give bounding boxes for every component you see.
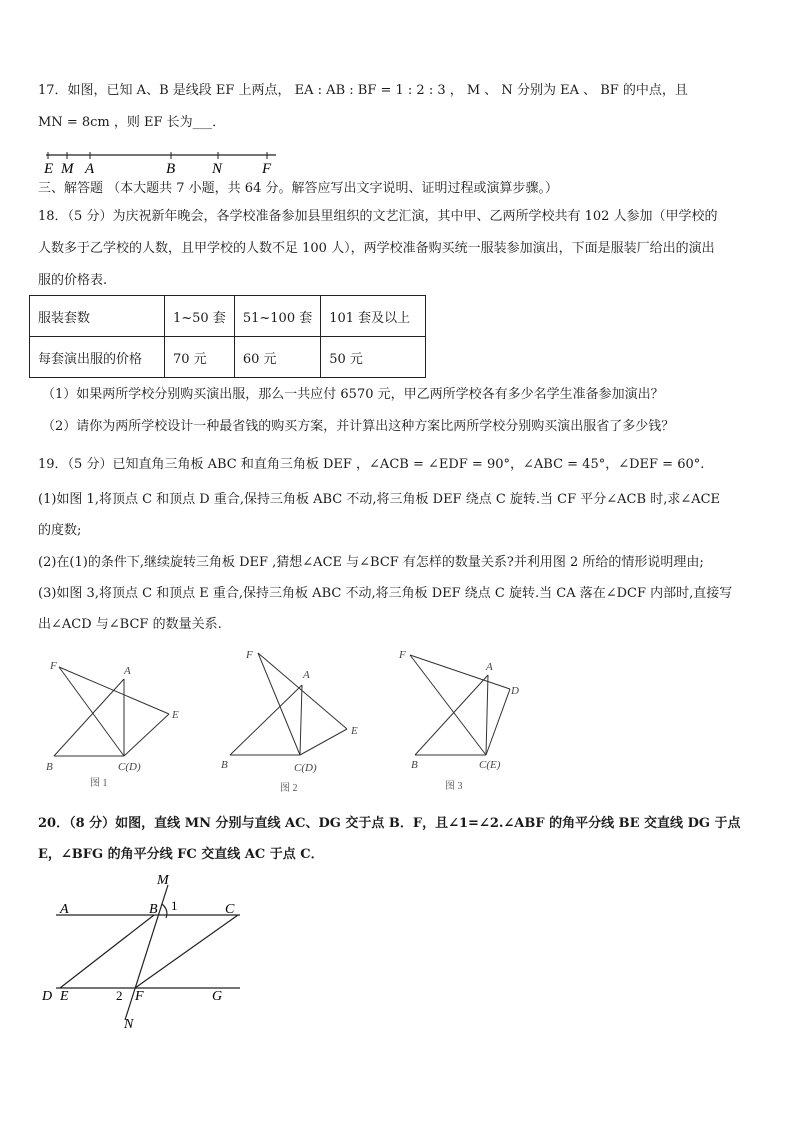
q20-label-C: C <box>225 902 235 917</box>
point-A-label: A <box>85 161 95 176</box>
fig1-E: E <box>172 709 179 721</box>
fig2-B: B <box>221 759 228 771</box>
q20-angle-2: 2 <box>116 988 123 1003</box>
q19-part2: (2)在(1)的条件下,继续旋转三角板 DEF ,猜想∠ACE 与∠BCF 有怎样的数量关系?并利用图 2 所给的情形说明理由; <box>38 555 704 570</box>
q18-line1: 18．（5 分）为庆祝新年晚会，各学校准备参加县里组织的文艺汇演，其中甲、乙两所学校共有 102 人参加（甲学校的 <box>38 209 718 224</box>
q20-label-G: G <box>212 989 223 1004</box>
table-cell: 60 元 <box>234 337 320 378</box>
q20-line2: E，∠BFG 的角平分线 FC 交直线 AC 于点 C． <box>38 847 324 862</box>
q18-sub2: （2）请你为两所学校设计一种最省钱的购买方案，并计算出这种方案比两所学校分别购买演出服省了多少钱？ <box>42 419 675 434</box>
table-row <box>30 296 426 337</box>
section-heading: 三、解答题 （本大题共 7 小题，共 64 分。解答应写出文字说明、证明过程或演算步骤。） <box>38 181 558 196</box>
fig2-C: C(D) <box>294 762 317 774</box>
q17-line1: 17．如图，已知 A、B 是线段 EF 上两点， EA : AB : BF = 1 : 2 : 3 ， M 、 N 分别为 EA 、 BF 的中点，且 <box>38 83 688 98</box>
q19-part1b: 的度数; <box>38 523 82 538</box>
table-cell: 1~50 套 <box>165 296 235 337</box>
figure-3 <box>393 645 543 797</box>
price-table <box>29 295 426 378</box>
fig3-A: A <box>486 661 493 673</box>
fig3-C: C(E) <box>479 759 501 771</box>
fig2-A: A <box>303 669 310 681</box>
fig3-D: D <box>511 685 519 697</box>
fig2-caption: 图 2 <box>280 783 298 794</box>
fig3-B: B <box>411 759 418 771</box>
point-N-label: N <box>212 161 223 176</box>
point-M-label: M <box>61 161 74 176</box>
figure-2 <box>214 645 374 797</box>
q20-label-M: M <box>157 873 169 888</box>
fig1-C: C(D) <box>118 761 141 773</box>
table-cell: 70 元 <box>165 337 235 378</box>
figure-1 <box>44 652 194 797</box>
table-cell: 每套演出服的价格 <box>30 337 165 378</box>
q20-angle-1: 1 <box>171 898 178 913</box>
q20-label-B: B <box>149 902 158 917</box>
q20-label-F: F <box>135 989 144 1004</box>
table-cell: 服装套数 <box>30 296 165 337</box>
q17-number-line <box>40 148 290 176</box>
q19-part1a: (1)如图 1,将顶点 C 和顶点 D 重合,保持三角板 ABC 不动,将三角板 DEF 绕点 C 旋转.当 CF 平分∠ACB 时,求∠ACE <box>38 492 721 507</box>
point-B-label: B <box>166 161 176 176</box>
table-row <box>30 337 426 378</box>
q20-label-N: N <box>124 1017 134 1032</box>
fig3-F: F <box>399 649 406 661</box>
table-cell: 51~100 套 <box>234 296 320 337</box>
fig1-F: F <box>50 660 57 672</box>
q19-part3a: (3)如图 3,将顶点 C 和顶点 E 重合,保持三角板 ABC 不动,将三角板 DEF 绕点 C 旋转.当 CA 落在∠DCF 内部时,直接写 <box>38 586 733 601</box>
fig2-E: E <box>351 725 358 737</box>
q19-line1: 19．（5 分）已知直角三角板 ABC 和直角三角板 DEF ，∠ACB = ∠EDF = 90°，∠ABC = 45°，∠DEF = 60°. <box>38 457 705 472</box>
q20-label-D: D <box>42 989 53 1004</box>
q20-label-A: A <box>60 902 69 917</box>
point-E-label: E <box>44 161 54 176</box>
q17-line2: MN = 8cm ，则 EF 长为___． <box>38 115 226 130</box>
figure-q20 <box>36 868 256 1038</box>
fig1-A: A <box>124 665 131 677</box>
table-cell: 50 元 <box>321 337 426 378</box>
q18-line3: 服的价格表. <box>38 273 108 288</box>
point-F-label: F <box>262 161 272 176</box>
fig1-B: B <box>46 761 53 773</box>
q20-label-E: E <box>60 989 69 1004</box>
fig3-caption: 图 3 <box>445 781 463 792</box>
fig1-caption: 图 1 <box>90 778 108 789</box>
table-cell: 101 套及以上 <box>321 296 426 337</box>
q18-sub1: （1）如果两所学校分别购买演出服，那么一共应付 6570 元，甲乙两所学校各有多少名学生准备参加演出？ <box>42 387 664 402</box>
q20-line1: 20．（8 分）如图，直线 MN 分别与直线 AC、DG 交于点 B．F，且∠1=∠2.∠ABF 的角平分线 BE 交直线 DG 于点 <box>38 816 741 831</box>
q18-line2: 人数多于乙学校的人数，且甲学校的人数不足 100 人），两学校准备购买统一服装参加演出，下面是服装厂给出的演出 <box>38 241 715 256</box>
fig2-F: F <box>246 649 253 661</box>
q19-part3b: 出∠ACD 与∠BCF 的数量关系. <box>38 617 222 632</box>
